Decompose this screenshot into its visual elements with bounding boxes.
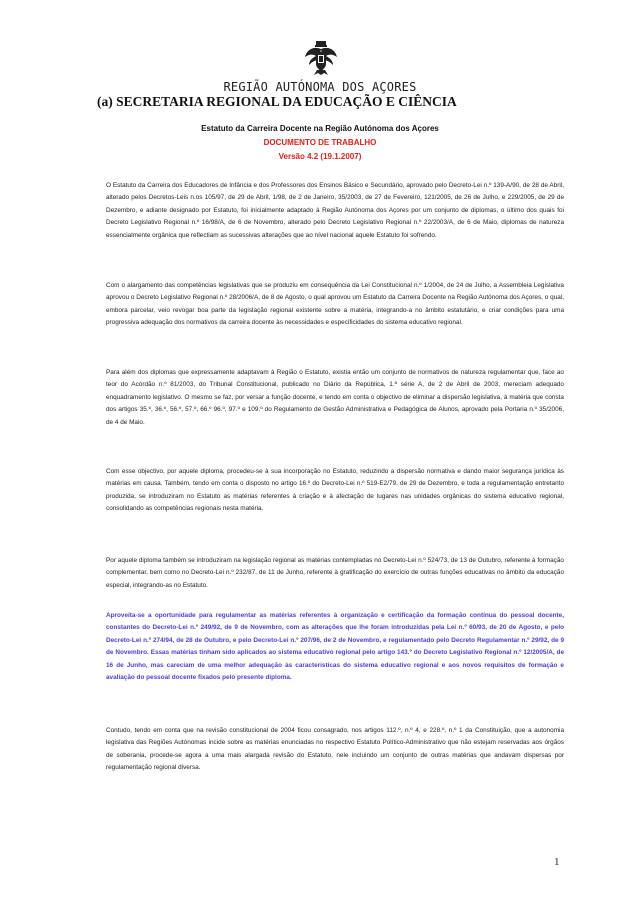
paragraph-5: Por aquele diploma também se introduziram na legislação regional as matérias contempladas no Decreto-Lei n.º 524/73, de 13 de Outubro, referente à formação complementar, bem como no Decreto-Lei n.º 232/87, de 11 de Junho, referente à gratificação do exercício de outras funções educativas no âmbito da educação especial, integrando-as no Estatuto. [106, 557, 564, 589]
document-status: DOCUMENTO DE TRABALHO [263, 138, 377, 147]
paragraph-3: Para além dos diplomas que expressamente adaptavam à Região o Estatuto, existia então um conjunto de normativos de natureza regulamentar que, face ao teor do Acórdão n.º 81/2003, do Tribunal Constitucional, publicado no Diário da República, 1.ª série A, de 2 de Abril de 2003, mereciam adequado enquadramento legislativo. O mesmo se faz, por versar a função docente, e tendo em conta o objectivo de eliminar a dispersão legislativa, à matéria que consta dos artigos 35.º, 36.º, 56.º, 57.º, 66.º 96.º, 97.º e 109.º do Regulamento de Gestão Administrativa e Pedagógica de Alunos, aprovado pela Portaria n.º 35/2006, de 4 de Maio. [106, 369, 564, 426]
paragraph-2: Com o alargamento das competências legislativas que se produziu em consequência da Lei Constitucional n.º 1/2004, de 24 de Julho, a Assembleia Legislativa aprovou o Decreto Legislativo Regional n.º 28/2006/A, de 8 de Agosto, o qual aprovou um Estatuto da Carreira Docente na Região Autónoma dos Açores, o qual, embora parcelar, veio revogar boa parte da legislação regional existente sobre a matéria, integrando-a no âmbito estatutário, e criar condições para uma progressiva adequação dos normativos da carreira docente às necessidades e especificidades do sistema educativo regional. [106, 282, 564, 327]
page-number: 1 [554, 856, 560, 868]
document-title: Estatuto da Carreira Docente na Região Autónoma dos Açores [201, 124, 439, 133]
paragraph-7: Contudo, tendo em conta que na revisão constitucional de 2004 ficou consagrado, nos artigos 112.º, n.º 4, e 228.º, n.º 1 da Constituição, que a autonomia legislativa das Regiões Autónomas incide sobre as matérias enunciadas no respectivo Estatuto Político-Administrativo que não estejam reservadas aos órgãos de soberania, procede-se agora a uma mais alargada revisão do Estatuto, nele incluindo um conjunto de outras matérias que andavam dispersas por regulamentação regional diversa. [106, 727, 564, 772]
paragraph-6-highlighted: Aproveita-se a oportunidade para regulamentar as matérias referentes à organização e certificação da formação contínua do pessoal docente, constantes do Decreto-Lei n.º 249/92, de 9 de Novembro, com as alterações que lhe foram introduzidas pela Lei n.º 60/93, de 20 de Agosto, e pelo Decreto-Lei n.º 274/94, de 28 de Outubro, e pelo Decreto-Lei n.º 207/96, de 2 de Novembro, e regulamentado pelo Decreto Regulamentar n.º 29/92, de 9 de Novembro. Essas matérias tinham sido aplicados ao sistema educativo regional pelo artigo 143.º do Decreto Legislativo Regional n.º 12/2005/A, de 16 de Junho, mas careciam de uma melhor adequação às características do sistema educativo regional e aos novos requisitos de formação e avaliação do pessoal docente fixados pelo presente diploma. [106, 612, 564, 682]
document-version: Versão 4.2 (19.1.2007) [278, 152, 362, 161]
paragraph-1: O Estatuto da Carreira dos Educadores de Infância e dos Professores dos Ensinos Básico e Secundário, aprovado pelo Decreto-Lei n.º 139-A/90, de 28 de Abril, alterado pelos Decretos-Leis n.os 105/97, de 29 de Abril, 1/98, de 2 de Janeiro, 35/2003, de 27 de Fevereiro, 121/2005, de 26 de Julho, e 229/2005, de 29 de Dezembro, e adiante designado por Estatuto, foi inicialmente adaptado à Região Autónoma dos Açores por um conjunto de diplomas, o último dos quais foi Decreto Legislativo Regional n.º 16/98/A, de 6 de Novembro, alterado pelo Decreto Legislativo Regional n.º 22/2003/A, de 6 de Maio, diplomas de natureza essencialmente orgânica que reflectiam as sucessivas alterações que ao nível nacional aquele Estatuto foi sofrendo. [106, 182, 564, 239]
region-title: REGIÃO AUTÓNOMA DOS AÇORES [223, 80, 417, 94]
azores-coat-of-arms-icon [304, 40, 338, 76]
secretaria-heading: (a) SECRETARIA REGIONAL DA EDUCAÇÃO E CIÊNCIA [97, 94, 457, 109]
paragraph-4: Com esse objectivo, por aquele diploma, procedeu-se à sua incorporação no Estatuto, reduzindo a dispersão normativa e dando maior segurança jurídica às matérias em causa. Também, tendo em conta o disposto no artigo 16.º do Decreto-Lei n.º 519-E2/79, de 29 de Dezembro, e toda a regulamentação entretanto produzida, se introduziram no Estatuto as matérias referentes à criação e à afectação de lugares nas unidades orgânicas do sistema educativo regional, consolidando as competências regionais nesta matéria. [106, 468, 564, 513]
